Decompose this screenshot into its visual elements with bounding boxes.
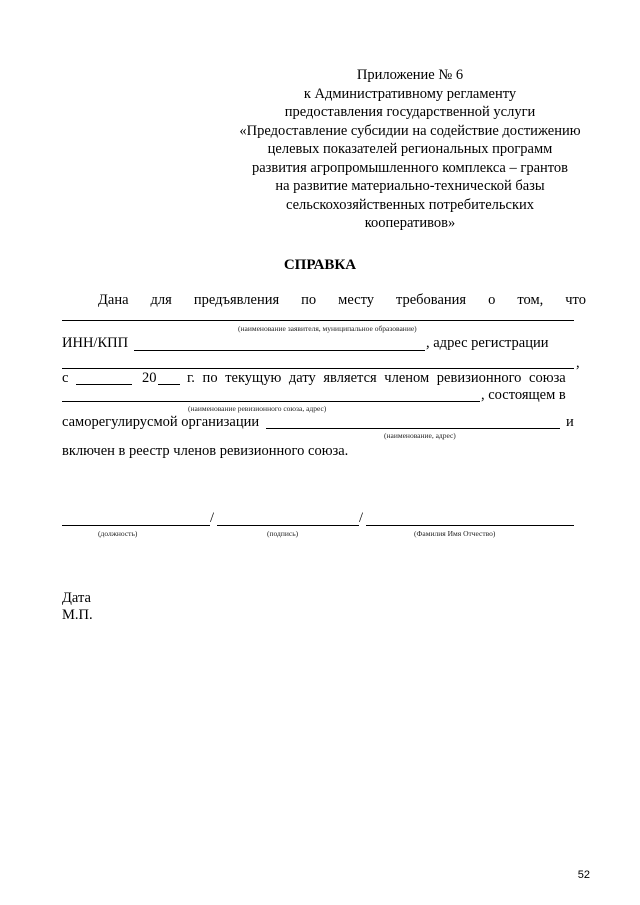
intro-line (62, 292, 586, 309)
annex-header (225, 66, 595, 233)
annex-line: развития агропромышленного комплекса – грантов (251, 159, 569, 176)
signature-caption: (подпись) (267, 529, 299, 538)
stamp-label: М.П. (62, 607, 93, 623)
annex-line: кооперативов» (364, 215, 456, 231)
annex-line: предоставления государственной услуги (284, 104, 536, 120)
since-label: с (62, 370, 69, 386)
since-date-field[interactable] (76, 384, 132, 385)
intro-word: Дана (98, 292, 129, 308)
registration-address-field[interactable] (62, 368, 574, 369)
intro-word: месту (338, 292, 374, 308)
date-label: Дата (62, 590, 91, 606)
annex-line: «Предоставление субсидии на содействие достижению (239, 122, 581, 139)
sro-field[interactable] (266, 428, 560, 429)
membership-text: г. по текущую дату является членом ревизионного союза (187, 370, 566, 386)
annex-line: целевых показателей региональных программ (267, 141, 553, 157)
full-name-caption: (Фамилия Имя Отчество) (414, 529, 496, 538)
union-suffix: , состоящем в (481, 387, 566, 403)
sro-caption: (наименование, адрес) (384, 431, 456, 440)
address-comma: , (576, 355, 580, 371)
intro-word: что (565, 292, 586, 308)
document-title: СПРАВКА (283, 257, 357, 273)
intro-word: по (301, 292, 317, 308)
intro-word: том, (517, 292, 544, 308)
applicant-caption: (наименование заявителя, муниципальное образование) (238, 324, 417, 333)
applicant-name-field[interactable] (62, 320, 574, 321)
union-caption: (наименование ревизионного союза, адрес) (188, 404, 327, 413)
sro-suffix: и (566, 414, 574, 430)
registry-text: включен в реестр членов ревизионного союза. (62, 443, 349, 459)
annex-line: на развитие материально-технической базы (275, 178, 545, 194)
inn-label: ИНН/КПП (62, 335, 129, 351)
page-number: 52 (577, 869, 590, 881)
year-prefix: 20 (142, 370, 157, 386)
position-field[interactable] (62, 525, 210, 526)
annex-line: Приложение № 6 (356, 67, 464, 83)
annex-line: к Административному регламенту (303, 85, 517, 102)
inn-kpp-field[interactable] (134, 350, 425, 351)
signature-field[interactable] (217, 525, 359, 526)
revision-union-field[interactable] (62, 401, 480, 402)
full-name-field[interactable] (366, 525, 574, 526)
intro-word: для (150, 292, 172, 308)
slash-separator: / (359, 510, 364, 526)
registration-address-label: , адрес регистрации (426, 335, 549, 351)
slash-separator: / (210, 510, 215, 526)
annex-line: сельскохозяйственных потребительских (285, 196, 534, 213)
intro-word: предъявления (193, 292, 280, 308)
intro-word: требования (395, 292, 467, 308)
sro-label: саморегулирусмой организации (62, 414, 260, 430)
intro-word: о (488, 292, 496, 308)
position-caption: (должность) (98, 529, 138, 538)
year-field[interactable] (158, 384, 180, 385)
